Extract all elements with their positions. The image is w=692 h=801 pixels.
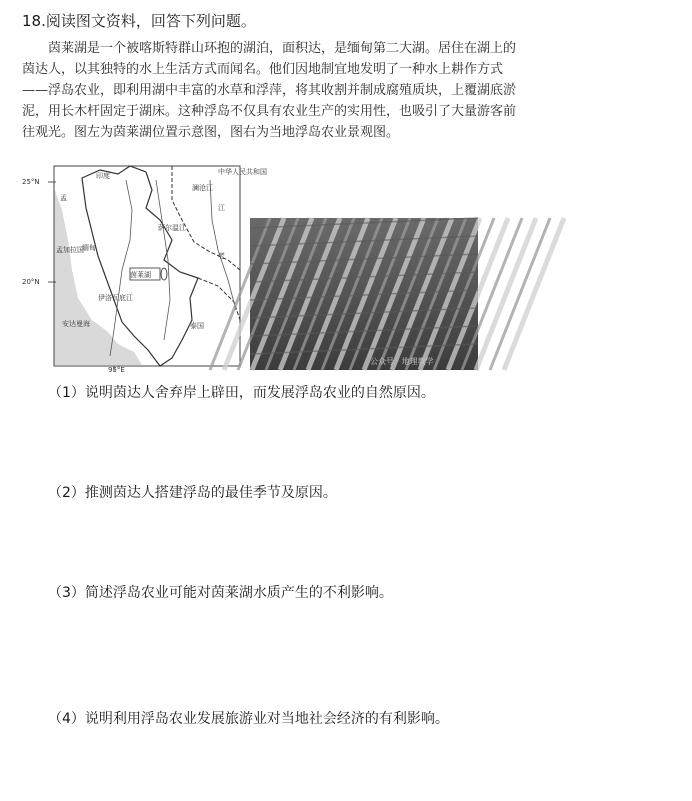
question-title: 18.阅读图文资料，回答下列问题。 (22, 12, 256, 30)
subquestion-1: （1）说明茵达人舍弃岸上辟田，而发展浮岛农业的自然原因。 (48, 385, 435, 401)
bangladesh-label: 孟加拉国 (56, 246, 84, 254)
meng-label: 孟 (60, 194, 67, 202)
india-label: 印度 (96, 172, 110, 180)
lancang-label: 澜沧江 (192, 184, 213, 192)
passage (22, 38, 672, 143)
china-label: 中华人民共和国 (218, 168, 267, 176)
lat-25-label: 25°N (22, 178, 40, 186)
inle-lake (161, 268, 167, 280)
location-map (22, 160, 267, 374)
subquestion-2: （2）推测茵达人搭建浮岛的最佳季节及原因。 (48, 485, 337, 501)
laos-label: 老 (218, 252, 225, 260)
lake-label: 茵莱湖 (130, 271, 151, 279)
lat-20-label: 20°N (22, 278, 40, 286)
floating-farm-photo (250, 218, 478, 370)
photo-watermark: 公众号 · 地理教学 (370, 357, 434, 366)
irrawaddy-label: 伊洛瓦底江 (98, 294, 133, 302)
passage-line: ——浮岛农业，即利用湖中丰富的水草和浮萍，将其收割并制成腐殖质块，上覆湖底淤 (22, 83, 517, 98)
passage-line: 往观光。图左为茵莱湖位置示意图，图右为当地浮岛农业景观图。 (22, 125, 400, 140)
salween-label: 萨尔温江 (158, 224, 186, 232)
myanmar-label: 缅甸 (82, 244, 96, 252)
thailand-label: 泰国 (190, 322, 204, 330)
passage-line: 泥，用长木杆固定于湖床。这种浮岛不仅具有农业生产的实用性，也吸引了大量游客前 (22, 104, 517, 119)
passage-line: 茵莱湖是一个被喀斯特群山环抱的湖泊，面积达，是缅甸第二大湖。居住在湖上的 (22, 41, 517, 56)
jiang-label: 江 (218, 204, 225, 212)
subquestion-4: （4）说明利用浮岛农业发展旅游业对当地社会经济的有利影响。 (48, 711, 449, 727)
passage-line: 茵达人，以其独特的水上生活方式而闻名。他们因地制宜地发明了一种水上耕作方式 (22, 62, 504, 77)
sea-label: 安达曼海 (62, 320, 90, 328)
subquestion-3: （3）简述浮岛农业可能对茵莱湖水质产生的不利影响。 (48, 585, 393, 601)
figures (22, 160, 482, 375)
lon-95-label: 95°E (108, 366, 125, 374)
